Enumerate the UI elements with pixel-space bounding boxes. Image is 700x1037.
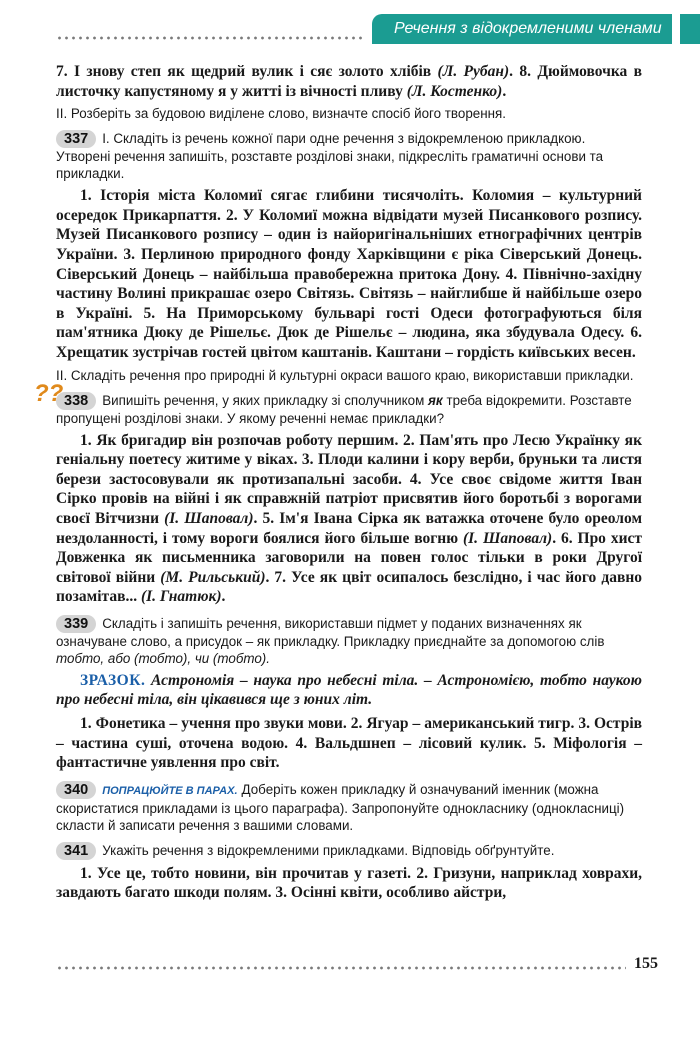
header-bar [680, 14, 700, 44]
intro-task: ІІ. Розберіть за будовою виділене слово, визначте спосіб його творення. [56, 106, 507, 122]
question-marks-icon: ?? [34, 379, 64, 407]
text-part: . 5. Ім'я Івана Сірка як ватажка оточене було ореолом нездоланності, і тому вороги боялися його більше вогню [56, 509, 643, 547]
author-shapoval: (І. Шаповал) [462, 529, 553, 547]
exercise-number: 341 [56, 842, 96, 860]
pair-work-label: ПОПРАЦЮЙТЕ В ПАРАХ. [102, 784, 238, 797]
text-part: 1. Як бригадир він розпочав роботу першим. 2. Пам'ять про Лесю Українку як геніальну поетесу житиме у віках. 3. Плоди калини і кору верби, бруньки та листя берези застосовували як протизапальні засоби. 4. Усе своє свідоме життя Іван Сірко провів на війні і як справжній патріот присвятив його боротьбі з ворогами своєї Вітчизни [56, 431, 642, 527]
exercise-number: 337 [56, 130, 96, 148]
author-kostenko: (Л. Костенко) [406, 82, 503, 100]
exercise-task: І. Складіть із речень кожної пари одне речення з відокремленою прикладкою. Утворені речення запишіть, розставте розділові знаки, підкресліть граматичні основи та прикладки. [56, 131, 604, 182]
exercise-341 [56, 842, 642, 860]
author-hnatiuk: (І. Гнатюк) [140, 588, 222, 606]
sample-paragraph [56, 671, 642, 710]
exercise-337 [56, 130, 642, 182]
exercise-341-text: 1. Усе це, тобто новини, він прочитав у газеті. 2. Гризуни, наприклад ховрахи, завдають багато шкоди полям. 3. Осінні квіти, особливо айстри, [56, 864, 642, 902]
exercise-task: Доберіть кожен прикладку й означуваний іменник (можна скористатися прикладами із цього параграфа). Запропонуйте однокласнику (однокласниці) скласти й записати речення з вашими словами. [56, 781, 625, 833]
exercise-task: Укажіть речення з відокремленими прикладками. Відповідь обґрунтуйте. [102, 842, 555, 858]
author-rubai: (Л. Рубан) [437, 63, 510, 80]
exercise-339 [56, 615, 642, 667]
exercise-339-text: 1. Фонетика – учення про звуки мови. 2. Ягуар – американський тигр. 3. Острів – частина суші, оточена водою. 4. Вальдшнеп – лісовий кулик. 5. Міфологія – фантастичне уявлення про світ. [56, 715, 642, 772]
exercise-338-text [56, 431, 642, 607]
sample-text: Астрономія – наука про небесні тіла. – Астрономією, тобто наукою про небесні тіла, він цікавився ще з юних літ. [56, 671, 642, 709]
exercise-340 [56, 781, 642, 834]
sample-label: ЗРАЗОК. [80, 671, 146, 689]
exercise-task-2: треба відокремити. Розставте пропущені розділові знаки. У якому реченні немає прикладки? [56, 392, 632, 426]
author-shapoval: (І. Шаповал) [164, 509, 254, 527]
footer-dots [56, 966, 626, 970]
intro-text-2: . 8. Дюймовочка в листочку капустяному я у житті із вічності пливу [56, 63, 643, 100]
exercise-task-words: тобто, або (тобто), чи (тобто). [56, 650, 270, 666]
page-number: 155 [634, 955, 658, 972]
exercise-number: 340 [56, 781, 96, 799]
text-part: . 6. Про хист Довженка як письменника заговорили на повен голос тільки в роки Другої світової війни [56, 529, 643, 586]
header-dots [56, 36, 366, 40]
exercise-337-text: 1. Історія міста Коломиї сягає глибини тисячоліть. Коломия – культурний осередок Прикарпаття. 2. У Коломиї можна відвідати музей Писанкового розпису. Музей Писанкового розпису – один із найоригінальніших етнографічних центрів України. 3. Перлиною природного фонду Харківщини є ріка Сіверський Донець. Сіверський Донець – найбільша правобережна притока Дону. 4. Північно-західну частину Волині прикрашає озеро Світязь. Світязь – найглибше й найбільше озеро в Україні. 5. На Приморському бульварі гості Одеси фотографуються біля пам'ятника Дюку де Рішельє. Дюк де Рішельє – людина, яка збудувала Одесу. 6. Хрещатик зустрічав гостей цвітом каштанів. Каштани – гордість київських весен. [56, 187, 642, 361]
author-rylskyi: (М. Рильський) [160, 568, 266, 586]
exercise-task: Випишіть речення, у яких прикладку зі сполучником [102, 392, 429, 408]
exercise-number: 338 [56, 392, 96, 410]
exercise-task: Складіть і запишіть речення, використавши підмет у поданих визначеннях як означуване слово, а присудок – як прикладку. Прикладку приєднайте за допомогою слів [56, 615, 605, 649]
intro-text-3: . [502, 82, 507, 100]
section-title: Речення з відокремленими членами [372, 14, 672, 44]
intro-paragraph [56, 62, 642, 101]
exercise-task-word: як [428, 392, 443, 408]
exercise-337-task-2: ІІ. Складіть речення про природні й культурні окраси вашого краю, використавши прикладки. [56, 367, 634, 383]
text-part: . [221, 588, 226, 606]
exercise-338 [34, 379, 642, 427]
exercise-number: 339 [56, 615, 96, 633]
page-content [34, 62, 643, 903]
intro-text: 7. І знову степ як щедрий вулик і сяє золото хлібів [56, 63, 438, 80]
text-part: . 7. Усе як цвіт осипалось безслідно, і час його давно позамітав... [56, 568, 642, 606]
